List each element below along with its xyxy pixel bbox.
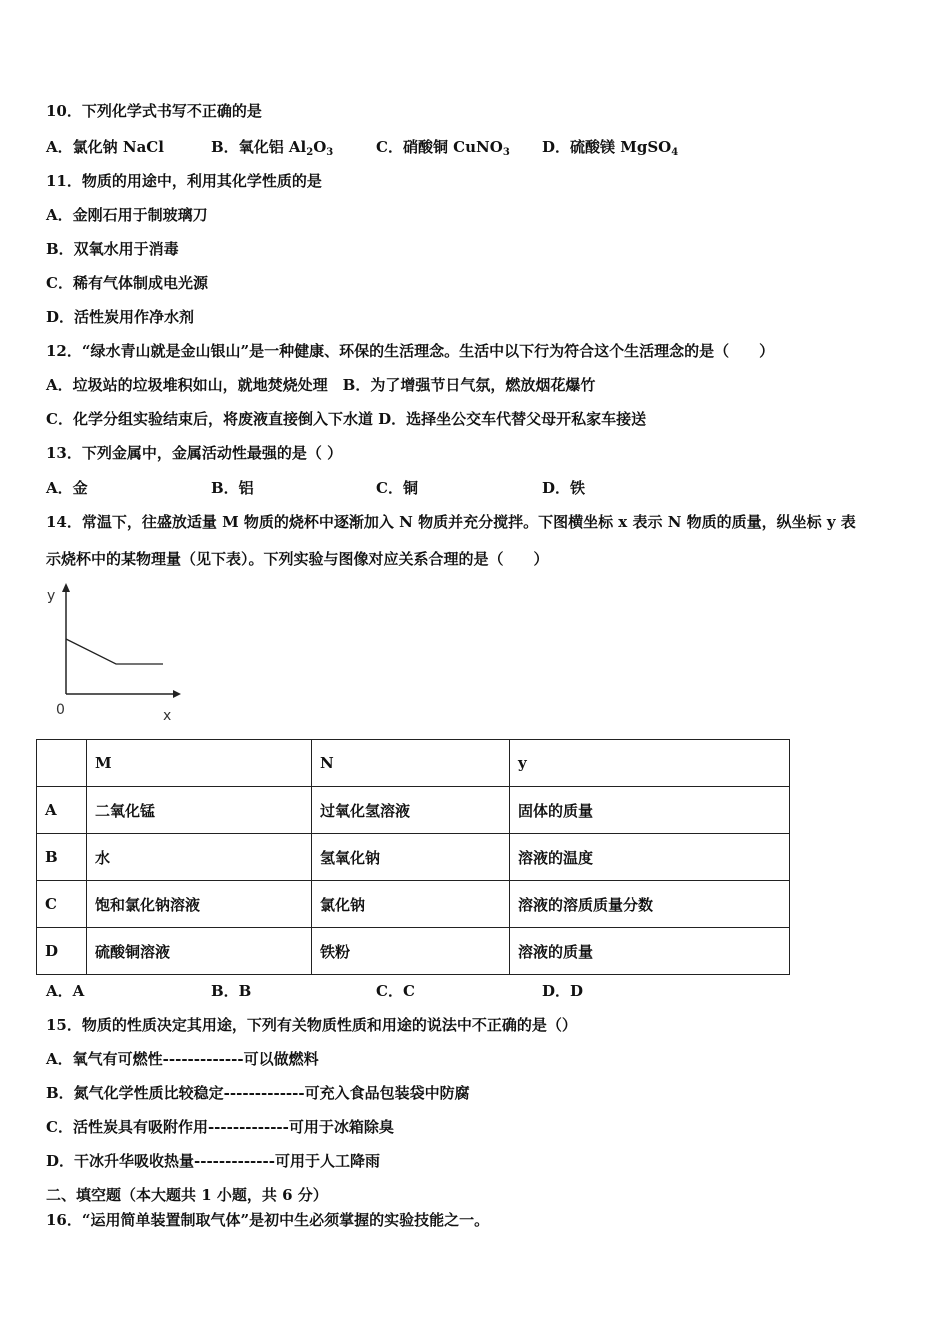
table-cell: 硫酸铜溶液	[87, 928, 312, 975]
q10-option-c: C．硝酸铜 CuNO$_3$	[376, 138, 510, 158]
q15-option-c: C．活性炭具有吸附作用-------------可用于冰箱除臭	[46, 1118, 394, 1136]
q14-option-a: A．A	[46, 982, 85, 1000]
table-cell: 过氧化氢溶液	[312, 787, 510, 834]
q14-option-d: D．D	[542, 982, 584, 1000]
q12-stem: 12．“绿水青山就是金山银山”是一种健康、环保的生活理念。生活中以下行为符合这个生活理念的是（ ）	[46, 342, 775, 360]
table-row	[37, 881, 790, 928]
table-cell: 氯化钠	[312, 881, 510, 928]
y-axis-label: y	[47, 588, 56, 604]
q14-graph	[36, 580, 196, 730]
table-cell: 水	[87, 834, 312, 881]
q13-option-a: A．金	[46, 479, 88, 497]
q11-option-b: B．双氧水用于消毒	[46, 240, 179, 258]
table-row	[37, 834, 790, 881]
table-row	[37, 928, 790, 975]
table-header-cell: y	[510, 740, 790, 787]
table-header-cell	[37, 740, 87, 787]
q11-option-d: D．活性炭用作净水剂	[46, 308, 195, 326]
q15-option-d: D．干冰升华吸收热量-------------可用于人工降雨	[46, 1152, 380, 1170]
table-header-row	[37, 740, 790, 787]
table-cell: 溶液的溶质质量分数	[510, 881, 790, 928]
y-axis-arrow-icon	[62, 583, 70, 592]
table-cell: D	[37, 928, 87, 975]
q11-option-c: C．稀有气体制成电光源	[46, 274, 208, 292]
table-header-cell: N	[312, 740, 510, 787]
graph-curve	[66, 639, 163, 664]
q12-options-cd: C．化学分组实验结束后，将废液直接倒入下水道 D．选择坐公交车代替父母开私家车接送	[46, 410, 647, 428]
table-cell: 二氧化锰	[87, 787, 312, 834]
q10-option-a: A．氯化钠 NaCl	[46, 138, 164, 156]
table-cell: 固体的质量	[510, 787, 790, 834]
table-cell: 氢氧化钠	[312, 834, 510, 881]
table-cell: 溶液的温度	[510, 834, 790, 881]
x-axis-arrow-icon	[173, 690, 181, 698]
q16-stem: 16．“运用简单装置制取气体”是初中生必须掌握的实验技能之一。	[46, 1211, 490, 1229]
table-cell: A	[37, 787, 87, 834]
q14-stem-line1: 14．常温下，往盛放适量 M 物质的烧杯中逐渐加入 N 物质并充分搅拌。下图横坐标 x 表示 N 物质的质量，纵坐标 y 表	[46, 513, 856, 531]
q14-option-c: C．C	[376, 982, 415, 1000]
q10-option-b: B．氧化铝 $Al_2O_3$	[211, 138, 334, 158]
table-cell: C	[37, 881, 87, 928]
origin-label: 0	[56, 702, 65, 718]
q10-stem: 10．下列化学式书写不正确的是	[46, 102, 262, 120]
q14-table	[36, 739, 790, 975]
table-header-cell: M	[87, 740, 312, 787]
q13-option-d: D．铁	[542, 479, 586, 497]
q14-option-b: B．B	[211, 982, 252, 1000]
table-row	[37, 787, 790, 834]
q13-option-c: C．铜	[376, 479, 418, 497]
q13-option-b: B．铝	[211, 479, 254, 497]
section-heading: 二、填空题（本大题共 1 小题，共 6 分）	[46, 1186, 328, 1204]
table-cell: 铁粉	[312, 928, 510, 975]
q14-stem-line2: 示烧杯中的某物理量（见下表）。下列实验与图像对应关系合理的是（ ）	[46, 550, 549, 568]
x-axis-label: x	[163, 708, 172, 724]
q12-options-ab: A．垃圾站的垃圾堆积如山，就地焚烧处理 B．为了增强节日气氛，燃放烟花爆竹	[46, 376, 596, 394]
table-cell: 溶液的质量	[510, 928, 790, 975]
q15-option-b: B．氮气化学性质比较稳定-------------可充入食品包装袋中防腐	[46, 1084, 470, 1102]
table-cell: B	[37, 834, 87, 881]
q15-stem: 15．物质的性质决定其用途，下列有关物质性质和用途的说法中不正确的是（）	[46, 1016, 577, 1034]
q13-stem: 13．下列金属中，金属活动性最强的是（ ）	[46, 444, 343, 462]
q11-option-a: A．金刚石用于制玻璃刀	[46, 206, 208, 224]
q11-stem: 11．物质的用途中，利用其化学性质的是	[46, 172, 322, 190]
q10-option-d: D．硫酸镁 MgSO$_4$	[542, 138, 679, 158]
table-cell: 饱和氯化钠溶液	[87, 881, 312, 928]
q15-option-a: A．氧气有可燃性-------------可以做燃料	[46, 1050, 319, 1068]
